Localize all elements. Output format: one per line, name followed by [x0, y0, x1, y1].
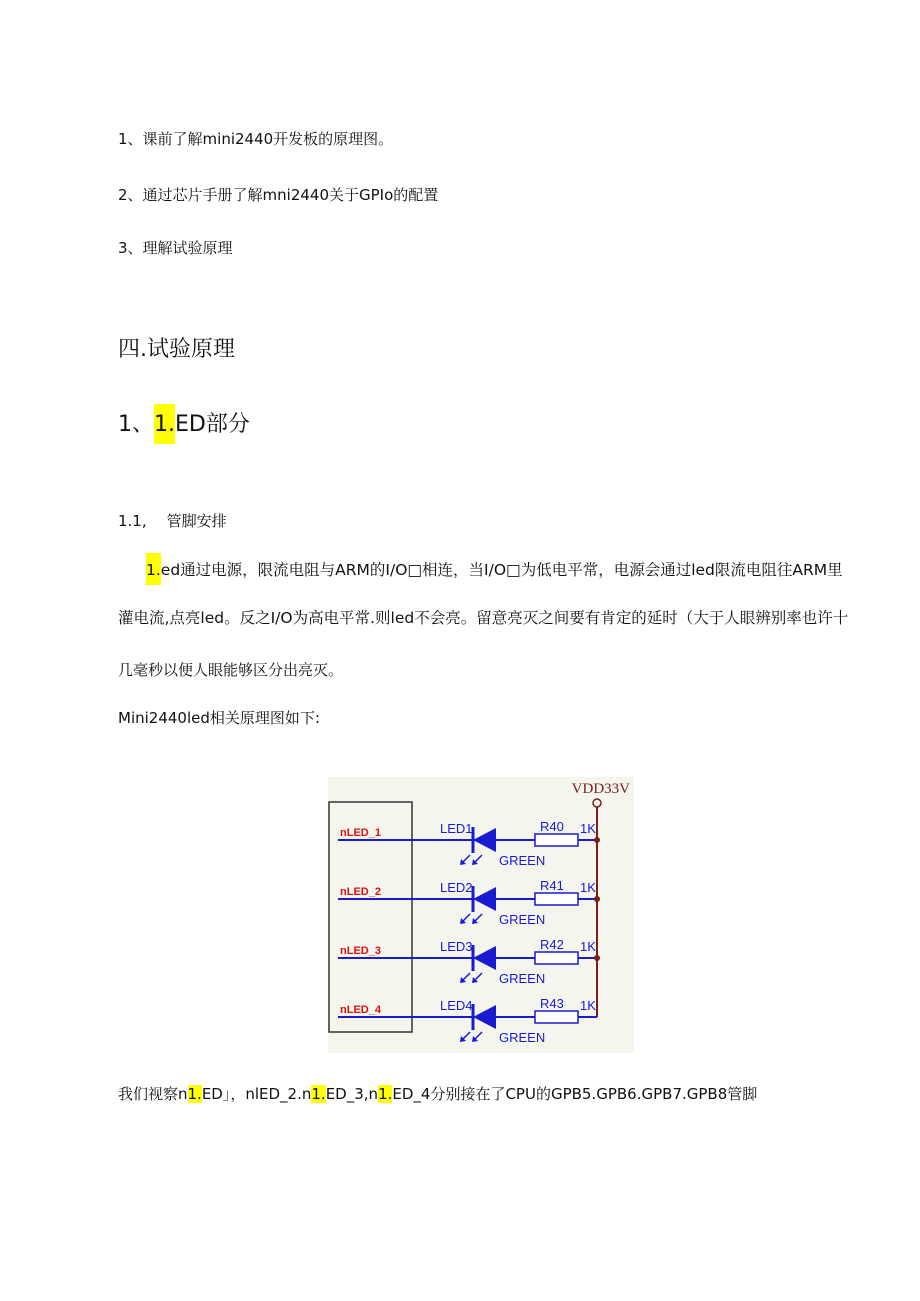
net-label: nLED_4	[340, 1004, 381, 1016]
led-diode-symbol	[473, 946, 496, 970]
figure-caption: Mini2440led相关原理图如下:	[118, 709, 320, 727]
net-label: nLED_3	[340, 945, 381, 957]
led-color-label: GREEN	[499, 1030, 546, 1045]
resistor-symbol	[535, 952, 578, 964]
led-label: LED4	[440, 998, 473, 1013]
prep-item-3: 3、理解试验原理	[118, 239, 233, 257]
highlight-mark: 1.	[146, 553, 161, 585]
pin-heading	[118, 510, 227, 532]
led-diode-symbol	[473, 1005, 496, 1029]
net-label: nLED_2	[340, 886, 381, 898]
led-label: LED1	[440, 821, 473, 836]
led-diode-symbol	[473, 828, 496, 852]
heading-prefix: 1、	[118, 412, 154, 437]
resistor-label: R42	[540, 937, 564, 952]
highlight-mark: 1.	[154, 404, 175, 444]
bottom-sentence	[118, 1083, 757, 1105]
highlight-mark: 1.	[187, 1085, 202, 1103]
vdd-terminal	[593, 799, 601, 807]
pin-heading-title: 管脚安排	[166, 512, 227, 530]
highlight-mark: 1.	[311, 1085, 326, 1103]
bottom-text: ED_3,n	[325, 1085, 379, 1103]
section-title: 四.试验原理	[118, 337, 235, 362]
resistor-value: 1K	[580, 821, 596, 836]
bottom-text: ED_4分别接在了CPU的GPB5.GPB6.GPB7.GPB8管脚	[392, 1085, 758, 1103]
paragraph-line-1	[146, 559, 843, 585]
vdd-label: VDD33V	[571, 781, 630, 797]
net-label: nLED_1	[340, 827, 381, 839]
bottom-text: 我们视察n	[118, 1085, 188, 1103]
bottom-text: ED」，nlED_2.n	[201, 1085, 312, 1103]
resistor-symbol	[535, 834, 578, 846]
resistor-value: 1K	[580, 939, 596, 954]
resistor-symbol	[535, 893, 578, 905]
highlight-mark: 1.	[378, 1085, 393, 1103]
led-color-label: GREEN	[499, 912, 546, 927]
resistor-value: 1K	[580, 998, 596, 1013]
led-color-label: GREEN	[499, 971, 546, 986]
prep-item-1: 1、课前了解mini2440开发板的原理图。	[118, 130, 394, 148]
paragraph-line-2: 灌电流,点亮led。反之I/O为高电平常.则led不会亮。留意亮灭之间要有肯定的延时（大于人眼辨别率也许十	[118, 609, 849, 627]
heading-rest: ED部分	[175, 412, 250, 437]
resistor-label: R40	[540, 819, 564, 834]
schematic-svg	[328, 777, 634, 1053]
pin-heading-number: 1.1,	[118, 512, 147, 530]
subsection-heading	[118, 410, 250, 444]
led-label: LED3	[440, 939, 473, 954]
junction-dot	[594, 955, 600, 961]
resistor-label: R41	[540, 878, 564, 893]
prep-item-2: 2、通过芯片手册了解mni2440关于GPIo的配置	[118, 186, 439, 204]
resistor-label: R43	[540, 996, 564, 1011]
paragraph-text: ed通过电源，限流电阻与ARM的I/O□相连，当I/O□为低电平常，电源会通过led限流电阻往ARM里	[160, 561, 843, 579]
paragraph-line-3: 几毫秒以便人眼能够区分出亮灭。	[118, 661, 344, 679]
led-diode-symbol	[473, 887, 496, 911]
led-color-label: GREEN	[499, 853, 546, 868]
junction-dot	[594, 837, 600, 843]
junction-dot	[594, 896, 600, 902]
resistor-symbol	[535, 1011, 578, 1023]
resistor-value: 1K	[580, 880, 596, 895]
led-schematic	[328, 777, 634, 1053]
led-label: LED2	[440, 880, 473, 895]
